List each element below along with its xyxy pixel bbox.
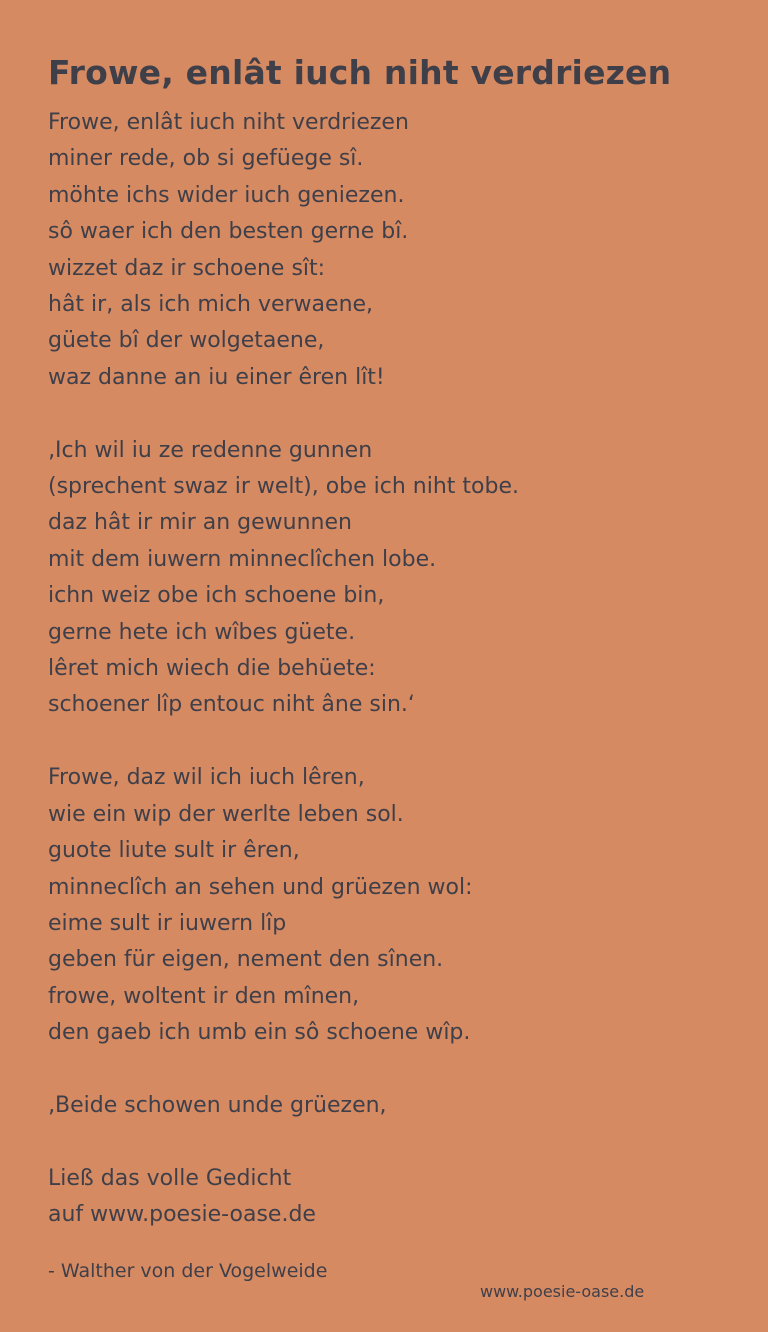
stanza-gap: [48, 1052, 728, 1088]
poem-line: hât ir, als ich mich verwaene,: [48, 292, 374, 318]
poem-line: ‚Ich wil iu ze redenne gunnen: [48, 437, 373, 463]
stanza-4: [48, 1088, 728, 1124]
poem-line: Frowe, daz wil ich iuch lêren,: [48, 765, 365, 791]
poem-line: ‚Beide schowen unde grüezen,: [48, 1092, 387, 1118]
poem-line: waz danne an iu einer êren lît!: [48, 364, 385, 390]
author-credit: - Walther von der Vogelweide: [48, 1260, 328, 1282]
poem-line: lêret mich wiech die behüete:: [48, 656, 376, 682]
poem-line: frowe, woltent ir den mînen,: [48, 983, 360, 1009]
poem-line: mit dem iuwern minneclîchen lobe.: [48, 546, 437, 572]
poem-line: den gaeb ich umb ein sô schoene wîp.: [48, 1020, 471, 1046]
stanza-3: [48, 760, 728, 1051]
poem-line: wie ein wip der werlte leben sol.: [48, 801, 404, 827]
stanza-2: [48, 433, 728, 724]
poem-line: (sprechent swaz ir welt), obe ich niht tobe.: [48, 474, 520, 500]
poem-line: guote liute sult ir êren,: [48, 838, 300, 864]
poem-line: ichn weiz obe ich schoene bin,: [48, 583, 385, 609]
stanza-gap: [48, 396, 728, 432]
poem-line: daz hât ir mir an gewunnen: [48, 510, 352, 536]
read-more-line: auf www.poesie-oase.de: [48, 1202, 316, 1228]
website-watermark: www.poesie-oase.de: [480, 1282, 645, 1301]
poem-line: geben für eigen, nement den sînen.: [48, 947, 444, 973]
stanza-gap: [48, 1124, 728, 1160]
poem-line: Frowe, enlât iuch niht verdriezen: [48, 110, 409, 135]
poem-line: möhte ichs wider iuch geniezen.: [48, 182, 405, 208]
stanza-gap: [48, 724, 728, 760]
poem-line: wizzet daz ir schoene sît:: [48, 255, 326, 281]
poem-line: eime sult ir iuwern lîp: [48, 910, 287, 936]
poem-line: miner rede, ob si gefüege sî.: [48, 146, 364, 172]
poem-line: sô waer ich den besten gerne bî.: [48, 219, 409, 245]
poem-line: schoener lîp entouc niht âne sin.‘: [48, 692, 415, 718]
read-more-line: Ließ das volle Gedicht: [48, 1165, 292, 1191]
stanza-1: [48, 105, 728, 396]
poem-line: minneclîch an sehen und grüezen wol:: [48, 874, 473, 900]
poem-line: gerne hete ich wîbes güete.: [48, 619, 356, 645]
poem-line: güete bî der wolgetaene,: [48, 328, 325, 354]
read-more-note: [48, 1161, 728, 1234]
page-title: Frowe, enlât iuch niht verdriezen: [48, 53, 672, 92]
poem-body: [48, 105, 728, 1234]
